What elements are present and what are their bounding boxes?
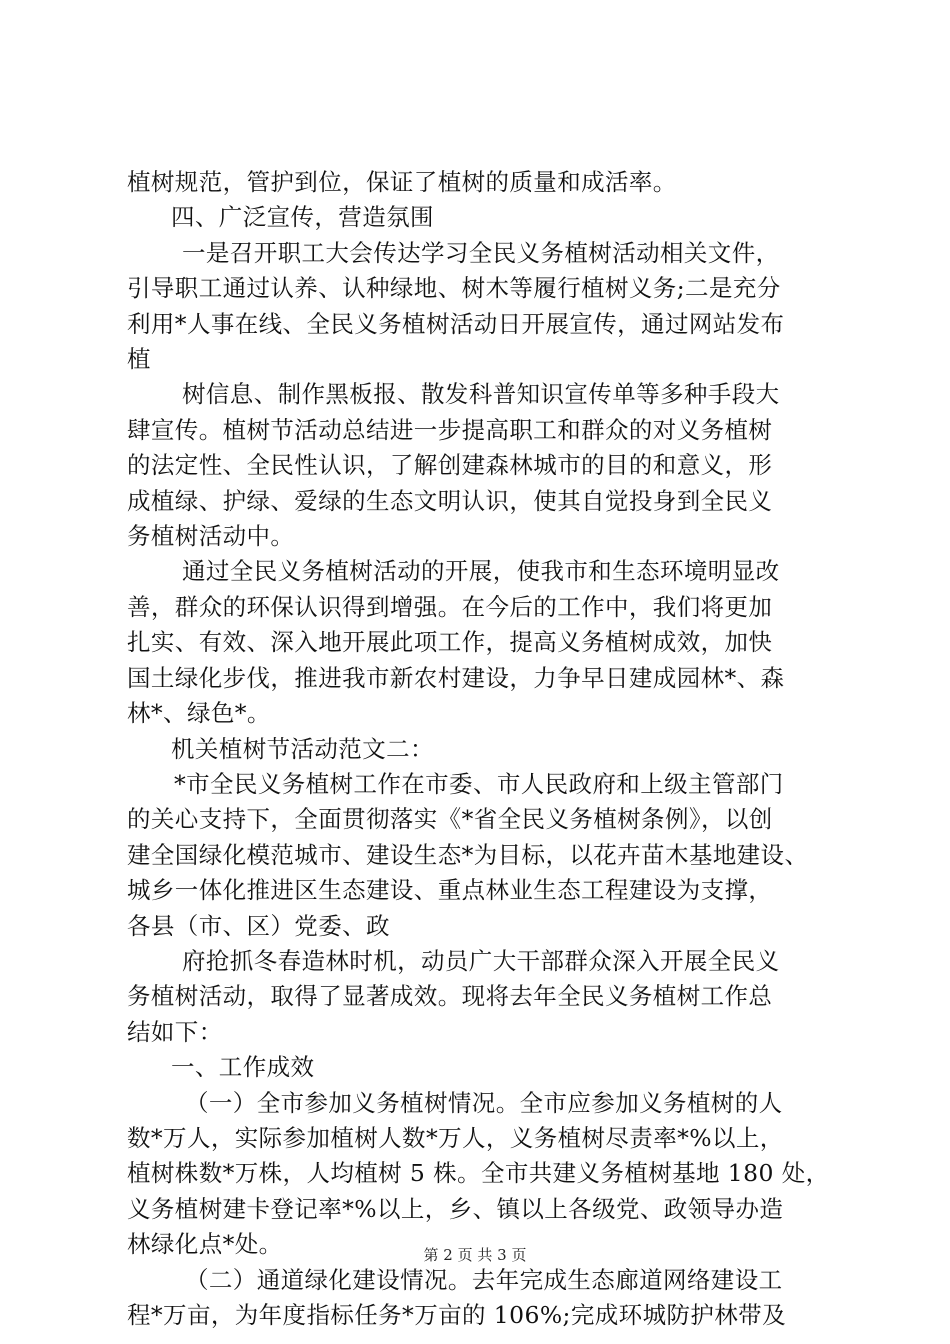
text-line: 各县（市、区）党委、政 [127, 911, 390, 940]
text-line: 务植树活动中。 [127, 522, 295, 551]
text-line: 府抢抓冬春造林时机，动员广大干部群众深入开展全民义 [182, 946, 780, 975]
text-line: 扎实、有效、深入地开展此项工作，提高义务植树成效，加快 [127, 628, 773, 657]
text-line: 林*、绿色*。 [127, 699, 271, 728]
text-line: 利用*人事在线、全民义务植树活动日开展宣传，通过网站发布 [127, 309, 785, 338]
text-line: 国土绿化步伐，推进我市新农村建设，力争早日建成园林*、森 [127, 663, 785, 692]
text-line: 林绿化点*处。 [127, 1230, 283, 1259]
text-line: 一是召开职工大会传达学习全民义务植树活动相关文件， [182, 238, 780, 267]
text-line: （一）全市参加义务植树情况。全市应参加义务植树的人 [185, 1088, 783, 1117]
text-line: *市全民义务植树工作在市委、市人民政府和上级主管部门 [174, 769, 784, 798]
text-line: 务植树活动，取得了显著成效。现将去年全民义务植树工作总 [127, 982, 773, 1011]
text-line: 树信息、制作黑板报、散发科普知识宣传单等多种手段大 [182, 380, 780, 409]
text-line: 通过全民义务植树活动的开展，使我市和生态环境明显改 [182, 557, 780, 586]
text-line: 建全国绿化模范城市、建设生态*为目标，以花卉苗木基地建设、 [127, 840, 809, 869]
text-line: 机关植树节活动范文二： [171, 734, 434, 763]
text-line: 结如下： [127, 1017, 223, 1046]
text-line: 的法定性、全民性认识，了解创建森林城市的目的和意义，形 [127, 451, 773, 480]
text-line: （二）通道绿化建设情况。去年完成生态廊道网络建设工 [185, 1265, 783, 1294]
text-line: 善，群众的环保认识得到增强。在今后的工作中，我们将更加 [127, 592, 773, 621]
text-line: 成植绿、护绿、爱绿的生态文明认识，使其自觉投身到全民义 [127, 486, 773, 515]
text-line: 义务植树建卡登记率*%以上，乡、镇以上各级党、政领导办造 [127, 1194, 784, 1223]
text-line: 城乡一体化推进区生态建设、重点林业生态工程建设为支撑， [127, 876, 773, 905]
text-line: 引导职工通过认养、认种绿地、树木等履行植树义务;二是充分 [127, 274, 781, 303]
text-line: 一、工作成效 [171, 1053, 315, 1082]
text-line: 数*万人，实际参加植树人数*万人，义务植树尽责率*%以上， [127, 1123, 784, 1152]
document-body [127, 165, 830, 1333]
text-line: 植 [127, 345, 151, 374]
page-footer: 第 2 页 共 3 页 [423, 1246, 527, 1264]
text-line: 植树规范，管护到位，保证了植树的质量和成活率。 [127, 168, 677, 196]
text-line: 四、广泛宣传，营造氛围 [171, 203, 434, 232]
text-line: 肆宣传。植树节活动总结进一步提高职工和群众的对义务植树 [127, 415, 773, 444]
text-line: 程*万亩，为年度指标任务*万亩的 106%;完成环城防护林带及 [127, 1301, 786, 1329]
text-line: 的关心支持下，全面贯彻落实《*省全民义务植树条例》，以创 [127, 805, 773, 834]
text-line: 植树株数*万株，人均植树 5 株。全市共建义务植树基地 180 处， [127, 1159, 830, 1188]
